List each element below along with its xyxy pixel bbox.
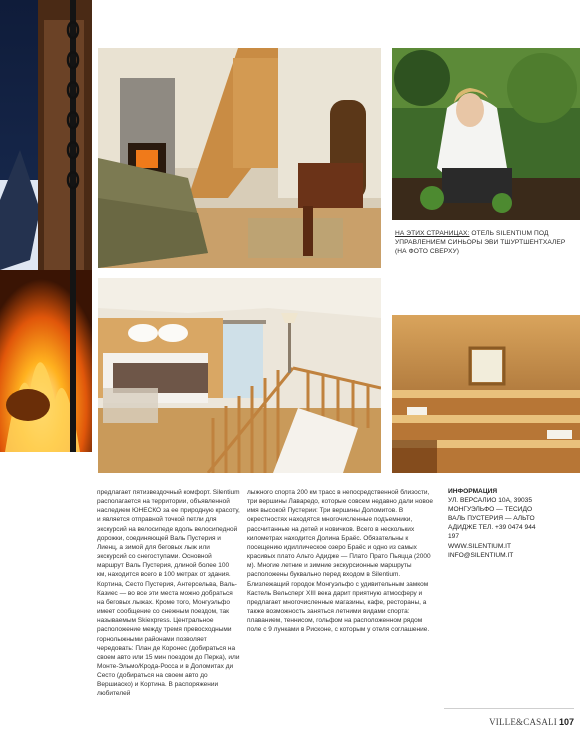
info-address-line: МОНГУЭЛЬФО — ТЕСИДО [448,506,533,514]
info-phone-line: АДИДЖЕ ТЕЛ. +39 0474 944 [448,524,536,532]
photo-caption [395,229,573,257]
info-address-line: ВАЛЬ ПУСТЕРИЯ — АЛЬТО [448,515,535,523]
info-title: ИНФОРМАЦИЯ [448,488,498,495]
info-box [448,487,556,560]
photo-fireplace [0,0,92,452]
article-text-1: предлагает пятизвездочный комфорт. Silentium располагается на территории, объявленной наследием ЮНЕСКО за ее природную красоту, и является отправной точкой петли для экскурсий на велосипеде вдоль велосипедной дорожки, соединяющей Валь Пустерия и Лиенц, а зимой для беговых лыж или экскурсий со снегоступами. Основной маршрут Валь Пустерия, длиной более 100 км, находится всего в 100 метрах от здания. Кортина, Сесто Пустерия, Антерсельва, Валь-Казиес — во все эти места можно добраться на беговых лыжах. Кроме того, Монгуэльфо имеет сообщение со снежным поездом, так называемым Skiexpress. Центральное расположение между тремя превосходными горнолыжными районами позволяет чередовать: План де Коронес (добираться на своем авто или 15 мин поездом до Перка), или Монте-Эльмо/Крода-Росса и в Доломитах ди Сесто (добираться на своем авто до Вершиаско) и Кортина. В распоряжении любителей [97,489,240,698]
info-email[interactable]: INFO@SILENTIUM.IT [448,551,514,559]
page-footer [444,708,574,730]
photo-bedroom [98,278,381,473]
photo-woman-garden [392,48,580,220]
article-column-1 [97,488,240,699]
article-text-2: лыжного спорта 200 км трасс в непосредственной близости, три вершины Лаваредо, которые совсем недавно дали новое имя высокой Пустерии: Три вершины Доломитов. В окрестностях находятся многочисленные подъемники, рассчитанные на детей и новичков. Всего в нескольких километрах находится Долина Браёс. Обязательны к посещению идиллическое озеро Браёс и одно из самых красивых плато Альто Адидже — Плато Прато Пьяцца (2000 м). Многие летние и зимние экскурсионные маршруты расположены буквально перед входом в Silentium. Близлежащий городок Монгуэльфо с удивительным замком Кастель Вельсперг XIII века дарит приятную атмосферу и предлагает многочисленные магазины, кафе, рестораны, а также возможность заняться летними видами спорта: плаванием, теннисом, гольфом на расположенном рядом поле с 9 лунками в Рисконе, с которым у отеля соглашение. [247,489,433,634]
photo-living-room [98,48,381,268]
info-phone-line: 197 [448,533,460,541]
info-website[interactable]: WWW.SILENTIUM.IT [448,542,512,550]
page-number: 107 [558,717,574,727]
photo-sauna [392,315,580,473]
article-column-2 [247,488,434,635]
magazine-name: VILLE&CASALI [489,717,557,727]
caption-label: НА ЭТИХ СТРАНИЦАХ: [395,230,470,237]
caption-text: ОТЕЛЬ SILENTIUM ПОД УПРАВЛЕНИЕМ СИНЬОРЫ ЭВИ ТШУРТШЕНТХАЛЕР (НА ФОТО СВЕРХУ) [395,230,566,256]
info-address-line: УЛ. ВЕРСАЛИО 10А, 39035 [448,497,532,505]
